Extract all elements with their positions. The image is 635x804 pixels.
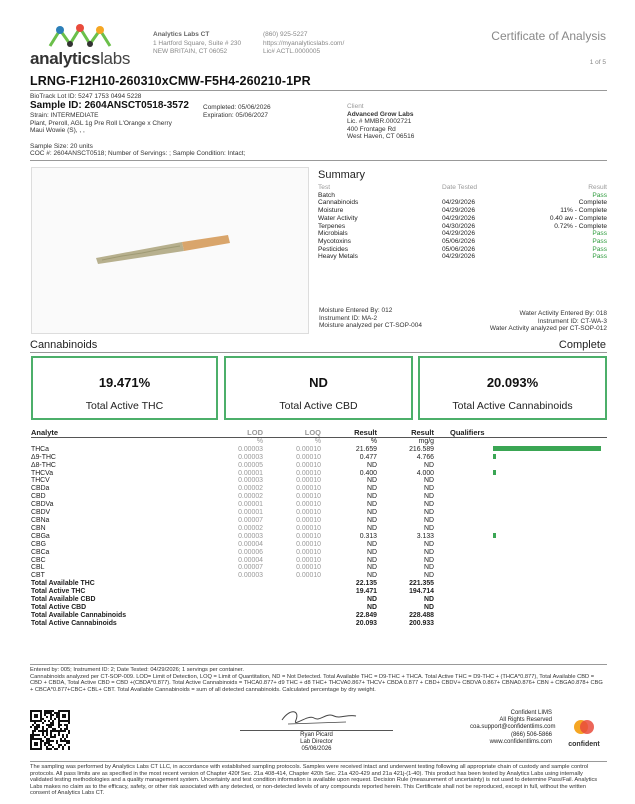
analyte-result-mg: 3.133 — [416, 532, 434, 540]
product-cont: Maui Wowie (S), , , — [30, 127, 85, 135]
sample-size: Sample Size: 20 units — [30, 143, 93, 150]
box-total-active-cannabinoids — [418, 356, 607, 420]
wa-sop: Water Activity analyzed per CT-SOP-012 — [489, 325, 607, 333]
analyte-result-pct: ND — [367, 493, 377, 501]
analyte-result-mg: ND — [424, 516, 434, 524]
col-analyte: Analyte — [31, 428, 59, 437]
lims-info — [470, 710, 556, 746]
summary-date: 04/30/2026 — [442, 222, 476, 230]
summary-date: 04/29/2026 — [442, 214, 476, 222]
analyte-name: CBDV — [31, 509, 51, 517]
client-label: Client — [347, 103, 364, 110]
expiration-date: Expiration: 05/06/2027 — [203, 111, 269, 119]
total-result-mg: 194.714 — [409, 588, 434, 596]
analyte-result-pct: 0.313 — [359, 532, 377, 540]
total-result-pct: 22.135 — [355, 580, 377, 588]
total-result-pct: 19.471 — [355, 588, 377, 596]
analyte-lod: 0.00003 — [238, 453, 263, 461]
analyte-name: Δ8-THC — [31, 461, 56, 469]
product-photo — [31, 167, 309, 334]
page-number: 1 of 5 — [589, 59, 606, 66]
total-result-pct: 20.093 — [355, 619, 377, 627]
analyte-name: CBDa — [31, 485, 50, 493]
analyte-result-pct: ND — [367, 556, 377, 564]
summary-row — [318, 230, 607, 238]
analyte-name: CBNa — [31, 516, 50, 524]
summary-test: Heavy Metals — [318, 253, 358, 261]
cannabinoid-row — [31, 485, 607, 493]
sample-id: Sample ID: 2604ANSCT0518-3572 — [30, 100, 189, 111]
wa-entered: Water Activity Entered By: 018 — [519, 310, 607, 317]
cannabinoid-row — [31, 517, 607, 525]
unit-r2: mg/g — [418, 437, 434, 445]
cannabinoid-row — [31, 462, 607, 470]
notes-line-1: Entered by: 005; Instrument ID: 2; Date Tested: 04/29/2026; 1 servings per container. — [30, 667, 244, 673]
analyte-name: Δ9-THC — [31, 453, 56, 461]
analyte-loq: 0.00010 — [296, 493, 321, 501]
analyte-lod: 0.00001 — [238, 509, 263, 517]
coc-line: COC #: 2604ANSCT0518; Number of Servings: ; Sample Condition: Intact; — [30, 150, 246, 157]
analyte-lod: 0.00002 — [238, 524, 263, 532]
analyte-bar — [493, 470, 496, 475]
total-row — [31, 580, 607, 588]
analyte-lod: 0.00007 — [238, 516, 263, 524]
cannabinoid-row — [31, 541, 607, 549]
summary-result: Complete — [578, 199, 607, 207]
total-active-cbd-label: Total Active CBD — [279, 400, 358, 412]
lims-email[interactable]: coa.support@confidentlims.com — [470, 724, 556, 731]
total-result-mg: 200.933 — [409, 619, 434, 627]
total-result-pct: ND — [367, 596, 377, 604]
col-qualifiers: Qualifiers — [450, 428, 485, 437]
analyte-result-pct: ND — [367, 516, 377, 524]
lab-contact — [263, 31, 344, 57]
total-active-cannabinoids-value: 20.093% — [486, 375, 539, 390]
total-row — [31, 604, 607, 612]
analyte-name: CBD — [31, 493, 46, 501]
col-loq: LOQ — [304, 428, 321, 437]
signature-image — [278, 706, 358, 730]
analyte-result-pct: ND — [367, 572, 377, 580]
analyte-result-mg: ND — [424, 501, 434, 509]
analyte-result-pct: ND — [367, 524, 377, 532]
analyte-bar — [493, 533, 496, 538]
client-license: Lic. # MMBR.0002721 — [347, 118, 412, 126]
analyte-result-mg: ND — [424, 572, 434, 580]
analyte-loq: 0.00010 — [296, 572, 321, 580]
cannabinoid-row — [31, 509, 607, 517]
summary-header-test: Test — [318, 184, 331, 191]
strain: Strain: INTERMEDIATE — [30, 112, 99, 119]
cannabinoid-header — [31, 429, 607, 437]
logo-text-labs: labs — [100, 49, 131, 68]
total-name: Total Available Cannabinoids — [31, 611, 127, 619]
analyte-lod: 0.00003 — [238, 572, 263, 580]
confident-logo-text: confident — [568, 741, 600, 748]
total-result-pct: ND — [367, 603, 377, 611]
analyte-lod: 0.00005 — [238, 461, 263, 469]
summary-header-date: Date Tested — [442, 184, 478, 191]
col-result-pct: Result — [354, 428, 377, 437]
total-result-mg: ND — [424, 596, 434, 604]
cannabinoid-row — [31, 470, 607, 478]
analyte-result-mg: 216.589 — [409, 445, 434, 453]
doc-title: Certificate of Analysis — [491, 29, 606, 43]
analyte-result-mg: ND — [424, 461, 434, 469]
analyte-name: CBCa — [31, 548, 50, 556]
total-result-mg: 221.355 — [409, 580, 434, 588]
moisture-sop: Moisture analyzed per CT-SOP-004 — [319, 322, 422, 330]
analyte-result-pct: 0.400 — [359, 469, 377, 477]
analyte-bar — [493, 446, 601, 451]
wa-instrument: Instrument ID: CT-WA-3 — [537, 317, 607, 325]
box-total-active-thc — [31, 356, 218, 420]
analyte-result-pct: 0.477 — [359, 453, 377, 461]
analyte-loq: 0.00010 — [296, 453, 321, 461]
summary-test: Mycotoxins — [318, 237, 351, 245]
analyte-lod: 0.00001 — [238, 501, 263, 509]
summary-title: Summary — [318, 169, 366, 181]
summary-header — [318, 184, 607, 192]
client-name: Advanced Grow Labs — [347, 110, 414, 118]
total-name: Total Available THC — [31, 580, 95, 588]
cannabinoids-title: Cannabinoids — [30, 339, 98, 351]
analyte-loq: 0.00010 — [296, 556, 321, 564]
total-result-mg: 228.488 — [409, 611, 434, 619]
summary-test: Microbials — [318, 230, 348, 238]
product: Plant, Preroll, AGL 1g Pre Roll L'Orange x Cherry — [30, 119, 172, 127]
summary-result: Pass — [592, 230, 607, 238]
client-block — [347, 103, 414, 141]
analyte-result-mg: ND — [424, 540, 434, 548]
total-row — [31, 596, 607, 604]
analyte-lod: 0.00004 — [238, 540, 263, 548]
cannabinoid-row — [31, 572, 607, 580]
analyte-name: CBL — [31, 564, 45, 572]
preroll-image — [32, 168, 310, 335]
analyte-loq: 0.00010 — [296, 461, 321, 469]
lab-website[interactable]: https://myanalyticslabs.com/ — [263, 39, 345, 47]
col-result-mg: Result — [411, 428, 434, 437]
summary-test: Moisture — [318, 207, 344, 215]
summary-test: Batch — [318, 191, 335, 199]
analyte-loq: 0.00010 — [296, 540, 321, 548]
lab-address-2: NEW BRITAIN, CT 06052 — [153, 48, 228, 55]
analyte-loq: 0.00010 — [296, 501, 321, 509]
summary-result: Pass — [592, 237, 607, 245]
analyte-lod: 0.00001 — [238, 469, 263, 477]
signer-name: Ryan Picard — [300, 732, 333, 738]
lims-phone: (866) 506-5866 — [510, 731, 552, 738]
lab-license: Lic# ACTL.0000005 — [263, 48, 321, 55]
lab-phone: (860) 925-5227 — [263, 31, 308, 38]
analyte-result-mg: 4.766 — [416, 453, 434, 461]
summary-date: 04/29/2026 — [442, 207, 476, 215]
analyte-result-pct: ND — [367, 485, 377, 493]
summary-date: 05/06/2026 — [442, 245, 476, 253]
analyte-name: CBN — [31, 524, 46, 532]
total-active-thc-value: 19.471% — [98, 375, 151, 390]
cannabinoid-row — [31, 493, 607, 501]
sample-title: LRNG-F12H10-260310xCMW-F5H4-260210-1PR — [30, 74, 311, 88]
analyte-result-mg: ND — [424, 509, 434, 517]
box-total-active-cbd — [224, 356, 413, 420]
cannabinoid-row — [31, 454, 607, 462]
total-active-cbd-value: ND — [309, 375, 328, 390]
summary-row — [318, 238, 607, 246]
analyte-loq: 0.00010 — [296, 469, 321, 477]
lab-address — [153, 31, 241, 57]
summary-date: 05/06/2026 — [442, 237, 476, 245]
footer-disclaimer: The sampling was performed by Analytics Labs CT LLC, in accordance with established sampling protocols. Samples were received intact and underwent testing following all appropriate chain of custody and sample control protocols. All pass limits are as specified in the most recent version of Chapter 420f Sec. 21a 408-414, Chapter 420h Sec. 21a 420-429 and 21a 421j-(1-40). This product has been tested by Analytics Labs using internally validated testing methodologies and a quality management system. Uncertainty and test condition information is available upon request. Decision Rule (measurement of uncertainty) is not used to determine Pass/Fail. Analytics Labs makes no claim as to the efficacy, safety, or other risk associated with any detected, or non-detected levels of any compounds reported herein. This Certificate shall not be reproduced, except in full, without the written consent of Analytics Labs CT. — [30, 764, 598, 797]
cannabinoid-table — [31, 429, 607, 628]
summary-result: 0.72% - Complete — [554, 222, 607, 230]
analyte-name: CBC — [31, 556, 46, 564]
analyte-lod: 0.00007 — [238, 564, 263, 572]
summary-result: Pass — [592, 191, 607, 199]
summary-header-result: Result — [588, 184, 607, 191]
summary-result: 0.40 aw - Complete — [549, 214, 607, 222]
water-activity-info — [490, 310, 607, 333]
analyte-name: THCV — [31, 477, 50, 485]
analyte-loq: 0.00010 — [296, 477, 321, 485]
analyte-result-mg: 4.000 — [416, 469, 434, 477]
analyte-lod: 0.00002 — [238, 493, 263, 501]
analyte-lod: 0.00004 — [238, 556, 263, 564]
summary-row — [318, 215, 607, 223]
qr-code[interactable] — [30, 710, 70, 750]
total-row — [31, 612, 607, 620]
logo-text-analytics: analytics — [30, 49, 101, 68]
cannabinoid-row — [31, 557, 607, 565]
analyte-name: THCa — [31, 445, 49, 453]
cannabinoids-status: Complete — [558, 339, 606, 351]
summary-test: Water Activity — [318, 214, 358, 222]
analyte-result-pct: ND — [367, 564, 377, 572]
summary-row — [318, 223, 607, 231]
analyte-result-mg: ND — [424, 564, 434, 572]
summary-date — [442, 192, 505, 200]
analyte-loq: 0.00010 — [296, 532, 321, 540]
analyte-name: CBDVa — [31, 501, 54, 509]
lims-website[interactable]: www.confidentlims.com — [489, 738, 552, 745]
summary-result: Pass — [592, 245, 607, 253]
analyte-lod: 0.00002 — [238, 485, 263, 493]
cannabinoid-row — [31, 549, 607, 557]
analyte-lod: 0.00003 — [238, 445, 263, 453]
analyte-loq: 0.00010 — [296, 445, 321, 453]
unit-r1: % — [370, 437, 377, 445]
cannabinoid-row — [31, 533, 607, 541]
cannabinoid-row — [31, 477, 607, 485]
summary-test: Terpenes — [318, 222, 346, 230]
analyte-result-mg: ND — [424, 524, 434, 532]
summary-date: 04/29/2026 — [442, 199, 476, 207]
cannabinoid-row — [31, 525, 607, 533]
client-address-2: West Haven, CT 06516 — [347, 133, 415, 141]
analyte-result-mg: ND — [424, 548, 434, 556]
analyte-result-mg: ND — [424, 493, 434, 501]
lab-address-1: 1 Hartford Square, Suite # 230 — [153, 39, 242, 47]
analyte-loq: 0.00010 — [296, 516, 321, 524]
summary-test: Cannabinoids — [318, 199, 359, 207]
analyte-result-pct: ND — [367, 548, 377, 556]
total-name: Total Active THC — [31, 588, 86, 596]
col-lod: LOD — [247, 428, 263, 437]
total-result-pct: 22.849 — [355, 611, 377, 619]
analyte-lod: 0.00003 — [238, 532, 263, 540]
analyte-name: CBGa — [31, 532, 50, 540]
summary-row — [318, 253, 607, 261]
analyte-loq: 0.00010 — [296, 548, 321, 556]
summary-test: Pesticides — [318, 245, 349, 253]
lims-name: Confident LIMS — [510, 710, 552, 716]
biotrack-id: BioTrack Lot ID: 5247 1753 0494 5228 — [30, 93, 142, 100]
analyte-loq: 0.00010 — [296, 564, 321, 572]
lims-rights: All Rights Reserved — [499, 717, 552, 724]
analyte-loq: 0.00010 — [296, 485, 321, 493]
logo-molecule-icon — [46, 22, 126, 50]
signature-block — [240, 732, 393, 753]
analyte-result-pct: 21.659 — [355, 445, 377, 453]
unit-loq: % — [314, 437, 321, 445]
analyte-result-pct: ND — [367, 540, 377, 548]
client-address-1: 400 Frontage Rd — [347, 125, 396, 133]
total-active-cannabinoids-label: Total Active Cannabinoids — [452, 400, 573, 412]
signer-title: Lab Director — [300, 739, 333, 745]
lab-logo — [30, 22, 140, 68]
analyte-result-mg: ND — [424, 477, 434, 485]
units-row — [31, 437, 607, 445]
sample-details — [30, 112, 172, 135]
analyte-result-pct: ND — [367, 461, 377, 469]
total-result-mg: ND — [424, 603, 434, 611]
confident-logo — [560, 718, 608, 748]
notes — [30, 667, 607, 693]
total-name: Total Active Cannabinoids — [31, 619, 117, 627]
summary-result: 11% - Complete — [560, 207, 607, 215]
confident-logo-icon — [573, 718, 595, 736]
moisture-entered: Moisture Entered By: 012 — [319, 307, 393, 314]
summary-result: Pass — [592, 253, 607, 261]
summary-row — [318, 192, 607, 200]
completed-date: Completed: 05/06/2026 — [203, 104, 271, 111]
unit-lod: % — [256, 437, 263, 445]
cannabinoid-row — [31, 564, 607, 572]
total-name: Total Active CBD — [31, 603, 87, 611]
moisture-instrument: Instrument ID: MA-2 — [319, 314, 378, 322]
analyte-result-mg: ND — [424, 556, 434, 564]
analyte-lod: 0.00006 — [238, 548, 263, 556]
cannabinoid-row — [31, 446, 607, 454]
total-active-thc-label: Total Active THC — [85, 400, 164, 412]
analyte-result-mg: ND — [424, 485, 434, 493]
moisture-info — [319, 307, 422, 330]
analyte-name: CBG — [31, 540, 46, 548]
analyte-lod: 0.00003 — [238, 477, 263, 485]
summary-row — [318, 207, 607, 215]
analyte-name: CBT — [31, 572, 45, 580]
summary-row — [318, 199, 607, 207]
summary-table — [318, 184, 607, 261]
analyte-bar — [493, 454, 496, 459]
cannabinoid-row — [31, 501, 607, 509]
total-row — [31, 620, 607, 628]
analyte-result-pct: ND — [367, 509, 377, 517]
sample-dates — [203, 104, 271, 119]
summary-date: 04/29/2026 — [442, 230, 476, 238]
notes-line-2: Cannabinoids analyzed per CT-SOP-009. LOD= Limit of Detection, LOQ = Limit of Quantitation, ND = Not Detected. Total Available THC = D9-THC + THCA. Total Active THC = D9-THC + (THCA*0.877), Total Available CBD = CBD + CBDA, Total Active CBD = CBD +(CBDA*0.877). Total Active Cannabinoids = THCA0.877+ d9 THC + d8 THC+ THCVA0.867+ THCV+ CBDA 0.877 + CBD+ CBDV+ CBDVA 0.867+ CBNA0.876+ CBN + CBGA0.878+ CBG + CBCA*0.877+CBC+ CBL+ CBT. Total Available Cannabinoids = sum of all detected cannabinoids. Calculated percentage by dry weight. — [30, 673, 603, 693]
summary-row — [318, 246, 607, 254]
analyte-loq: 0.00010 — [296, 524, 321, 532]
analyte-result-pct: ND — [367, 501, 377, 509]
total-name: Total Available CBD — [31, 596, 96, 604]
summary-date: 04/29/2026 — [442, 253, 476, 261]
total-row — [31, 588, 607, 596]
lab-name: Analytics Labs CT — [153, 31, 210, 38]
signer-date: 05/06/2026 — [301, 746, 332, 752]
analyte-name: THCVa — [31, 469, 54, 477]
analyte-loq: 0.00010 — [296, 509, 321, 517]
analyte-result-pct: ND — [367, 477, 377, 485]
